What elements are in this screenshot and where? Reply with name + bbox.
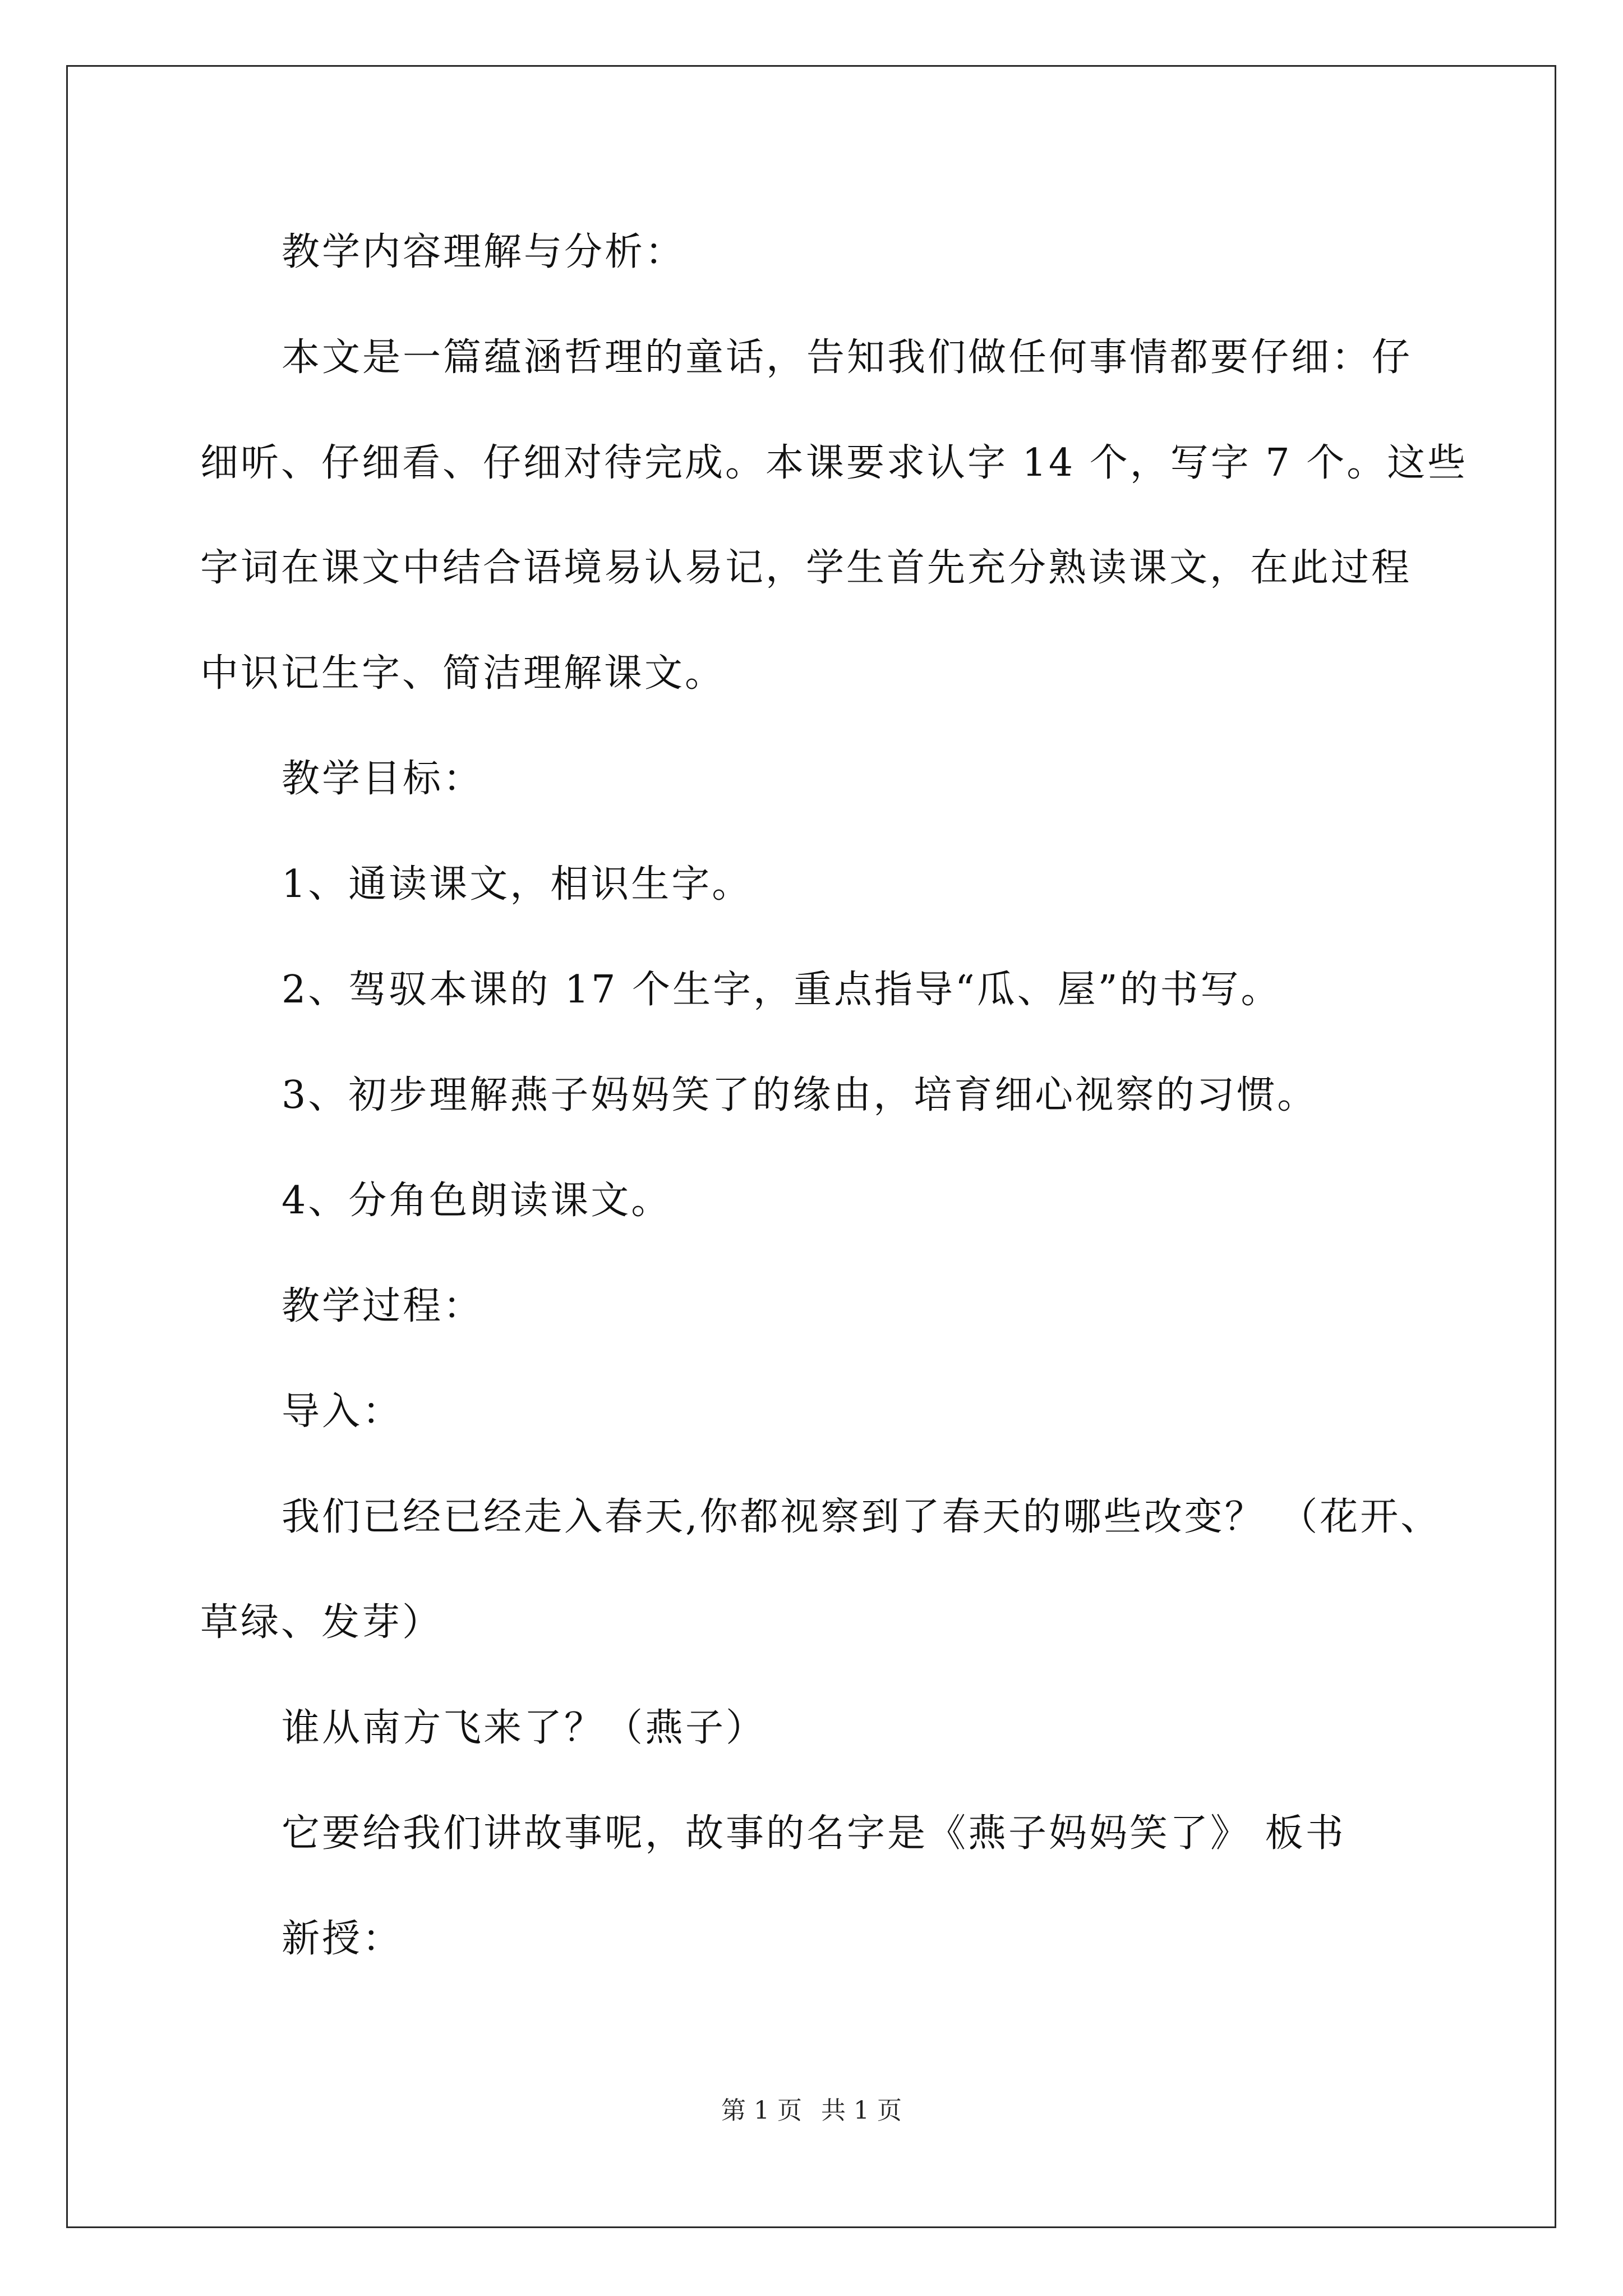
section-heading-analysis: 教学内容理解与分析：: [282, 230, 686, 274]
page-number: 第 1 页: [721, 2096, 802, 2125]
subheading-new-lesson: 新授：: [282, 1917, 403, 1961]
paragraph-line: 本文是一篇蕴涵哲理的童话，告知我们做任何事情都要仔细：仔: [282, 335, 1413, 380]
subheading-intro: 导入：: [282, 1389, 403, 1434]
paragraph-line: 谁从南方飞来了？（燕子）: [282, 1706, 767, 1750]
page-footer: [0, 2095, 1623, 2127]
goal-item: 4、分角色朗读课文。: [282, 1179, 672, 1223]
goal-item: 1、通读课文，相识生字。: [282, 862, 753, 907]
goal-item: 3、初步理解燕子妈妈笑了的缘由，培育细心视察的习惯。: [282, 1073, 1318, 1117]
paragraph-line: 草绿、发芽）: [200, 1600, 443, 1645]
section-heading-goals: 教学目标：: [282, 757, 484, 801]
goal-item: 2、驾驭本课的 17 个生字，重点指导“瓜、屋”的书写。: [282, 968, 1281, 1012]
page-total: 共 1 页: [821, 2096, 902, 2125]
paragraph-line: 字词在课文中结合语境易认易记，学生首先充分熟读课文，在此过程: [200, 546, 1412, 590]
paragraph-line: 它要给我们讲故事呢，故事的名字是《燕子妈妈笑了》 板书: [282, 1811, 1346, 1856]
paragraph-line: 我们已经已经走入春天,你都视察到了春天的哪些改变？ （花开、: [282, 1495, 1441, 1539]
paragraph-line: 中识记生字、简洁理解课文。: [200, 651, 726, 696]
paragraph-line: 细听、仔细看、仔细对待完成。本课要求认字 14 个，写字 7 个。这些: [200, 441, 1468, 485]
section-heading-process: 教学过程：: [282, 1284, 484, 1328]
page-border: [66, 65, 1556, 2228]
